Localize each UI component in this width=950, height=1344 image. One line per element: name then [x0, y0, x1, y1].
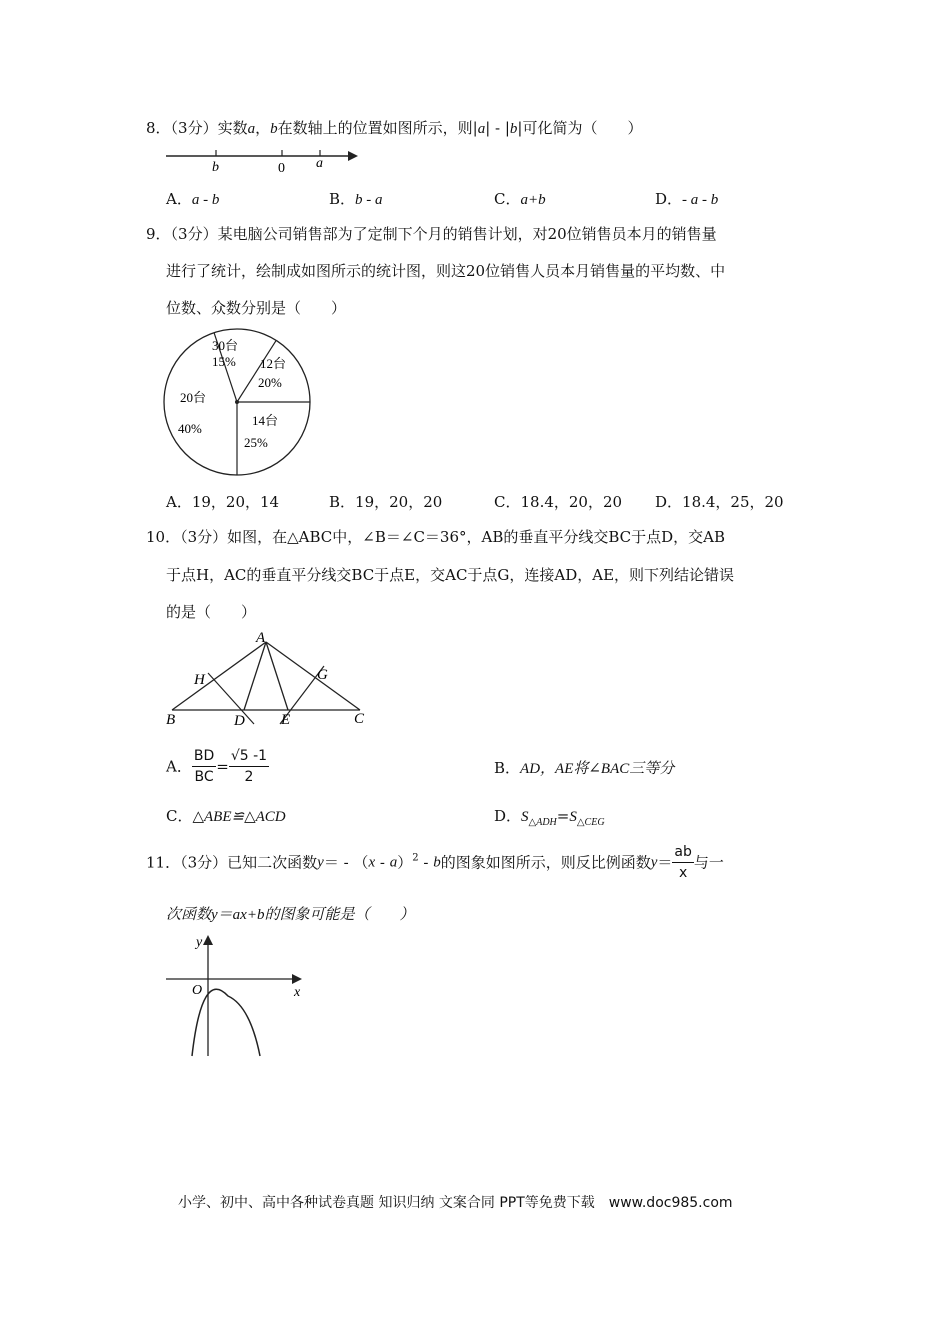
q9-option-b: B．19，20，20	[329, 493, 443, 511]
q10-stem-line2: 于点H，AC的垂直平分线交BC于点E，交AC于点G，连接AD，AE，则下列结论错误	[166, 566, 735, 584]
q9-stem-line2: 进行了统计，绘制成如图所示的统计图，则这20位销售人员本月销售量的平均数、中	[166, 262, 726, 280]
q8-option-d: D．- a - b	[655, 190, 719, 208]
q10-label-b: B	[166, 712, 176, 728]
q9-stem-line3: 位数、众数分别是（ ）	[166, 299, 347, 317]
q10-stem-line1: 10．（3分）如图，在△ABC中，∠B＝∠C＝36°，AB的垂直平分线交BC于点D，交AB	[146, 528, 726, 546]
q8-label-a: a	[316, 156, 323, 171]
q10-label-g: G	[317, 667, 328, 683]
q9-slice-30-percent: 15%	[212, 354, 236, 369]
q10-option-a-rhs-fraction: $\frac{√5 -1}{2}$	[230, 748, 268, 785]
q8-stem: 8．（3分）实数a，b在数轴上的位置如图所示，则|a| - |b|可化简为（ ）	[146, 119, 643, 137]
q8-option-c: C．a+b	[494, 190, 546, 208]
q8-option-a: A．a - b	[166, 190, 220, 208]
q11-stem-line2: 次函数y＝ax+b的图象可能是（ ）	[166, 907, 415, 923]
q9-slice-30-units: 30台	[212, 338, 239, 353]
q9-slice-12-percent: 20%	[258, 375, 282, 390]
q10-option-c: C．△ABE≌△ACD	[166, 807, 286, 825]
q9-pie-chart	[160, 325, 350, 480]
q10-triangle-figure	[160, 628, 375, 728]
q9-slice-14-units: 14台	[252, 413, 279, 428]
q9-option-a: A．19，20，14	[166, 493, 280, 511]
q10-option-d: D．$S_{\triangle ADH}=S_{\triangle CEG}$	[494, 807, 605, 828]
q9-option-c: C．18.4，20，20	[494, 493, 623, 511]
q9-option-d: D．18.4，25，20	[655, 493, 784, 511]
q10-option-b: B．AD，AE将∠BAC三等分	[494, 759, 675, 777]
q8-label-b: b	[212, 160, 219, 175]
q10-label-c: C	[354, 711, 365, 727]
q11-stem-line1: 11．（3分）已知二次函数y＝ - （x - a）$^2$ - b的图象如图所示，则反比例函数y＝ $\frac{ab}{x}$ 与一	[146, 844, 724, 881]
q10-label-d: D	[234, 713, 245, 728]
q9-slice-14-percent: 25%	[244, 435, 268, 450]
q11-parabola-graph	[160, 928, 310, 1063]
q10-label-e: E	[281, 712, 291, 728]
q9-slice-12-units: 12台	[260, 356, 287, 371]
q11-label-y: y	[196, 935, 203, 950]
q11-inverse-fraction: $\frac{ab}{x}$	[674, 844, 692, 881]
q10-option-a: A． $\frac{BD}{BC}$ = $\frac{√5 -1}{2}$	[166, 748, 268, 785]
q8-option-b: B．b - a	[329, 190, 383, 208]
q9-slice-20-units: 20台	[180, 390, 207, 405]
q10-stem-line3: 的是（ ）	[166, 603, 257, 621]
q10-label-a: A	[256, 630, 266, 646]
q10-option-a-lhs-fraction: $\frac{BD}{BC}$	[193, 748, 215, 785]
q11-label-x: x	[294, 985, 301, 1000]
q10-label-h: H	[194, 672, 205, 688]
page-footer: 小学、初中、高中各种试卷真题 知识归纳 文案合同 PPT等免费下载 www.doc985.com	[178, 1195, 733, 1211]
q11-label-o: O	[192, 983, 203, 998]
q8-number-line	[160, 144, 370, 180]
q9-slice-20-percent: 40%	[178, 421, 202, 436]
q9-stem-line1: 9．（3分）某电脑公司销售部为了定制下个月的销售计划，对20位销售员本月的销售量	[146, 225, 717, 243]
q8-label-0: 0	[278, 161, 285, 176]
